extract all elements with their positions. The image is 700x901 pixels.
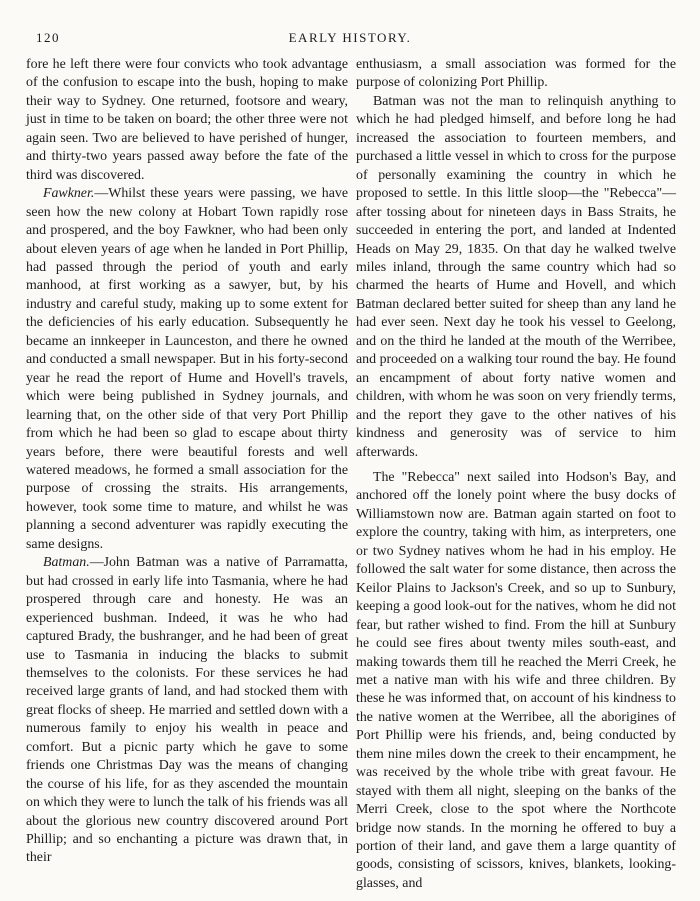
paragraph-batman <box>26 554 348 868</box>
paragraph-continuation-right: enthusiasm, a small association was formed for the purpose of colonizing Port Phillip. <box>356 57 676 91</box>
right-column <box>356 56 676 893</box>
page-header <box>22 30 678 50</box>
fawkner-lead: Fawkner. <box>43 186 95 202</box>
running-head: EARLY HISTORY. <box>288 30 412 45</box>
paragraph-rebecca-voyage: Batman was not the man to relinquish anything to which he had pledged himself, and before long he had increased the association to fourteen members, and purchased a little vessel in which to cross for the purpose of personally examining the country in which he proposed to settle. In this little sloop—the "Rebecca"—after tossing about for nineteen days in Bass Straits, he succeeded in entering the port, and landed at Indented Heads on May 29, 1835. On that day he walked twelve miles inland, through the same country which had so charmed the hearts of Hume and Hovell, and which Batman declared better suited for sheep than any land he had ever seen. Next day he took his vessel to Geelong, and on the third he landed at the mouth of the Werribee, and proceeded on a walking tour round the bay. He found an encampment of about forty native women and children, with whom he was soon on very friendly terms, and the report they gave to the other natives of his kindness and generosity was of service to him afterwards. <box>356 93 676 460</box>
paragraph-hodsons-bay: The "Rebecca" next sailed into Hodson's Bay, and anchored off the lonely point where the busy docks of Williamstown now are. Batman again started on foot to explore the country, taking with him, as interpreters, one or two Sydney natives whom he had in his employ. He followed the salt water for some distance, then across the Keilor Plains to Jackson's Creek, and so up to Sunbury, keeping a good look-out for the natives, whom he did not fear, but rather wished to find. From the hill at Sunbury he could see fires about twenty miles south-east, and making towards them till he reached the Merri Creek, he met a native man with his wife and three children. By these he was informed that, on account of his kindness to the native women at the Werribee, all the aborigines of Port Phillip were his friends, and, being conducted by them nine miles down the creek to their encampment, he was received by the whole tribe with great favour. He stayed with them all night, sleeping on the banks of the Merri Creek, close to the spot where the Northcote bridge now stands. In the morning he offered to buy a portion of their land, and gave them a large quantity of goods, consisting of scissors, knives, blankets, looking-glasses, and <box>356 469 676 891</box>
batman-text: —John Batman was a native of Parramatta, but had crossed in early life into Tasmania, where he had prospered through care and honesty. He was an experienced bushman. Indeed, it was he who had captured Brady, the bushranger, and he had been of great use to Tasmania in inducing the blacks to submit themselves to the colonists. For these services he had received large grants of land, and had stocked them with great flocks of sheep. He married and settled down with a numerous family to enjoy his wealth in peace and comfort. But a picnic party which he gave to some friends one Christmas Day was the means of changing the course of his life, for as they ascended the mountain on which they were to lunch the talk of his friends was all about the glorious new country discovered around Port Phillip; and so enchanting a picture was drawn that, in their <box>26 555 348 866</box>
fawkner-text: —Whilst these years were passing, we have seen how the new colony at Hobart Town rapidly rose and prospered, and the boy Fawkner, who had been only about eleven years of age when he landed in Port Phillip, had passed through the period of youth and early manhood, at first working as a sawyer, but, by his industry and careful study, making up to some extent for the deficiencies of his early education. Subsequently he became an innkeeper in Launceston, and there he owned and conducted a small newspaper. But in his forty-second year he read the report of Hume and Hovell's travels, which were being published in Sydney journals, and learning that, on the other side of that very Port Phillip from which he had been so glad to escape about thirty years before, there were beautiful forests and well watered meadows, he formed a small association for the purpose of crossing the straits. His arrangements, however, took some time to mature, and whilst he was planning a second adventurer was rapidly executing the same designs. <box>26 186 348 552</box>
paragraph-fawkner <box>26 185 348 554</box>
page-number: 120 <box>36 30 60 45</box>
paragraph-continuation: fore he left there were four convicts who took advantage of the confusion to escape into the bush, hoping to make their way to Sydney. One returned, footsore and weary, just in time to be taken on board; the other three were not again seen. Two are believed to have perished of hunger, and thirty-two years passed away before the fate of the third was discovered. <box>26 57 348 183</box>
batman-lead: Batman. <box>43 555 90 571</box>
left-column <box>26 56 348 868</box>
